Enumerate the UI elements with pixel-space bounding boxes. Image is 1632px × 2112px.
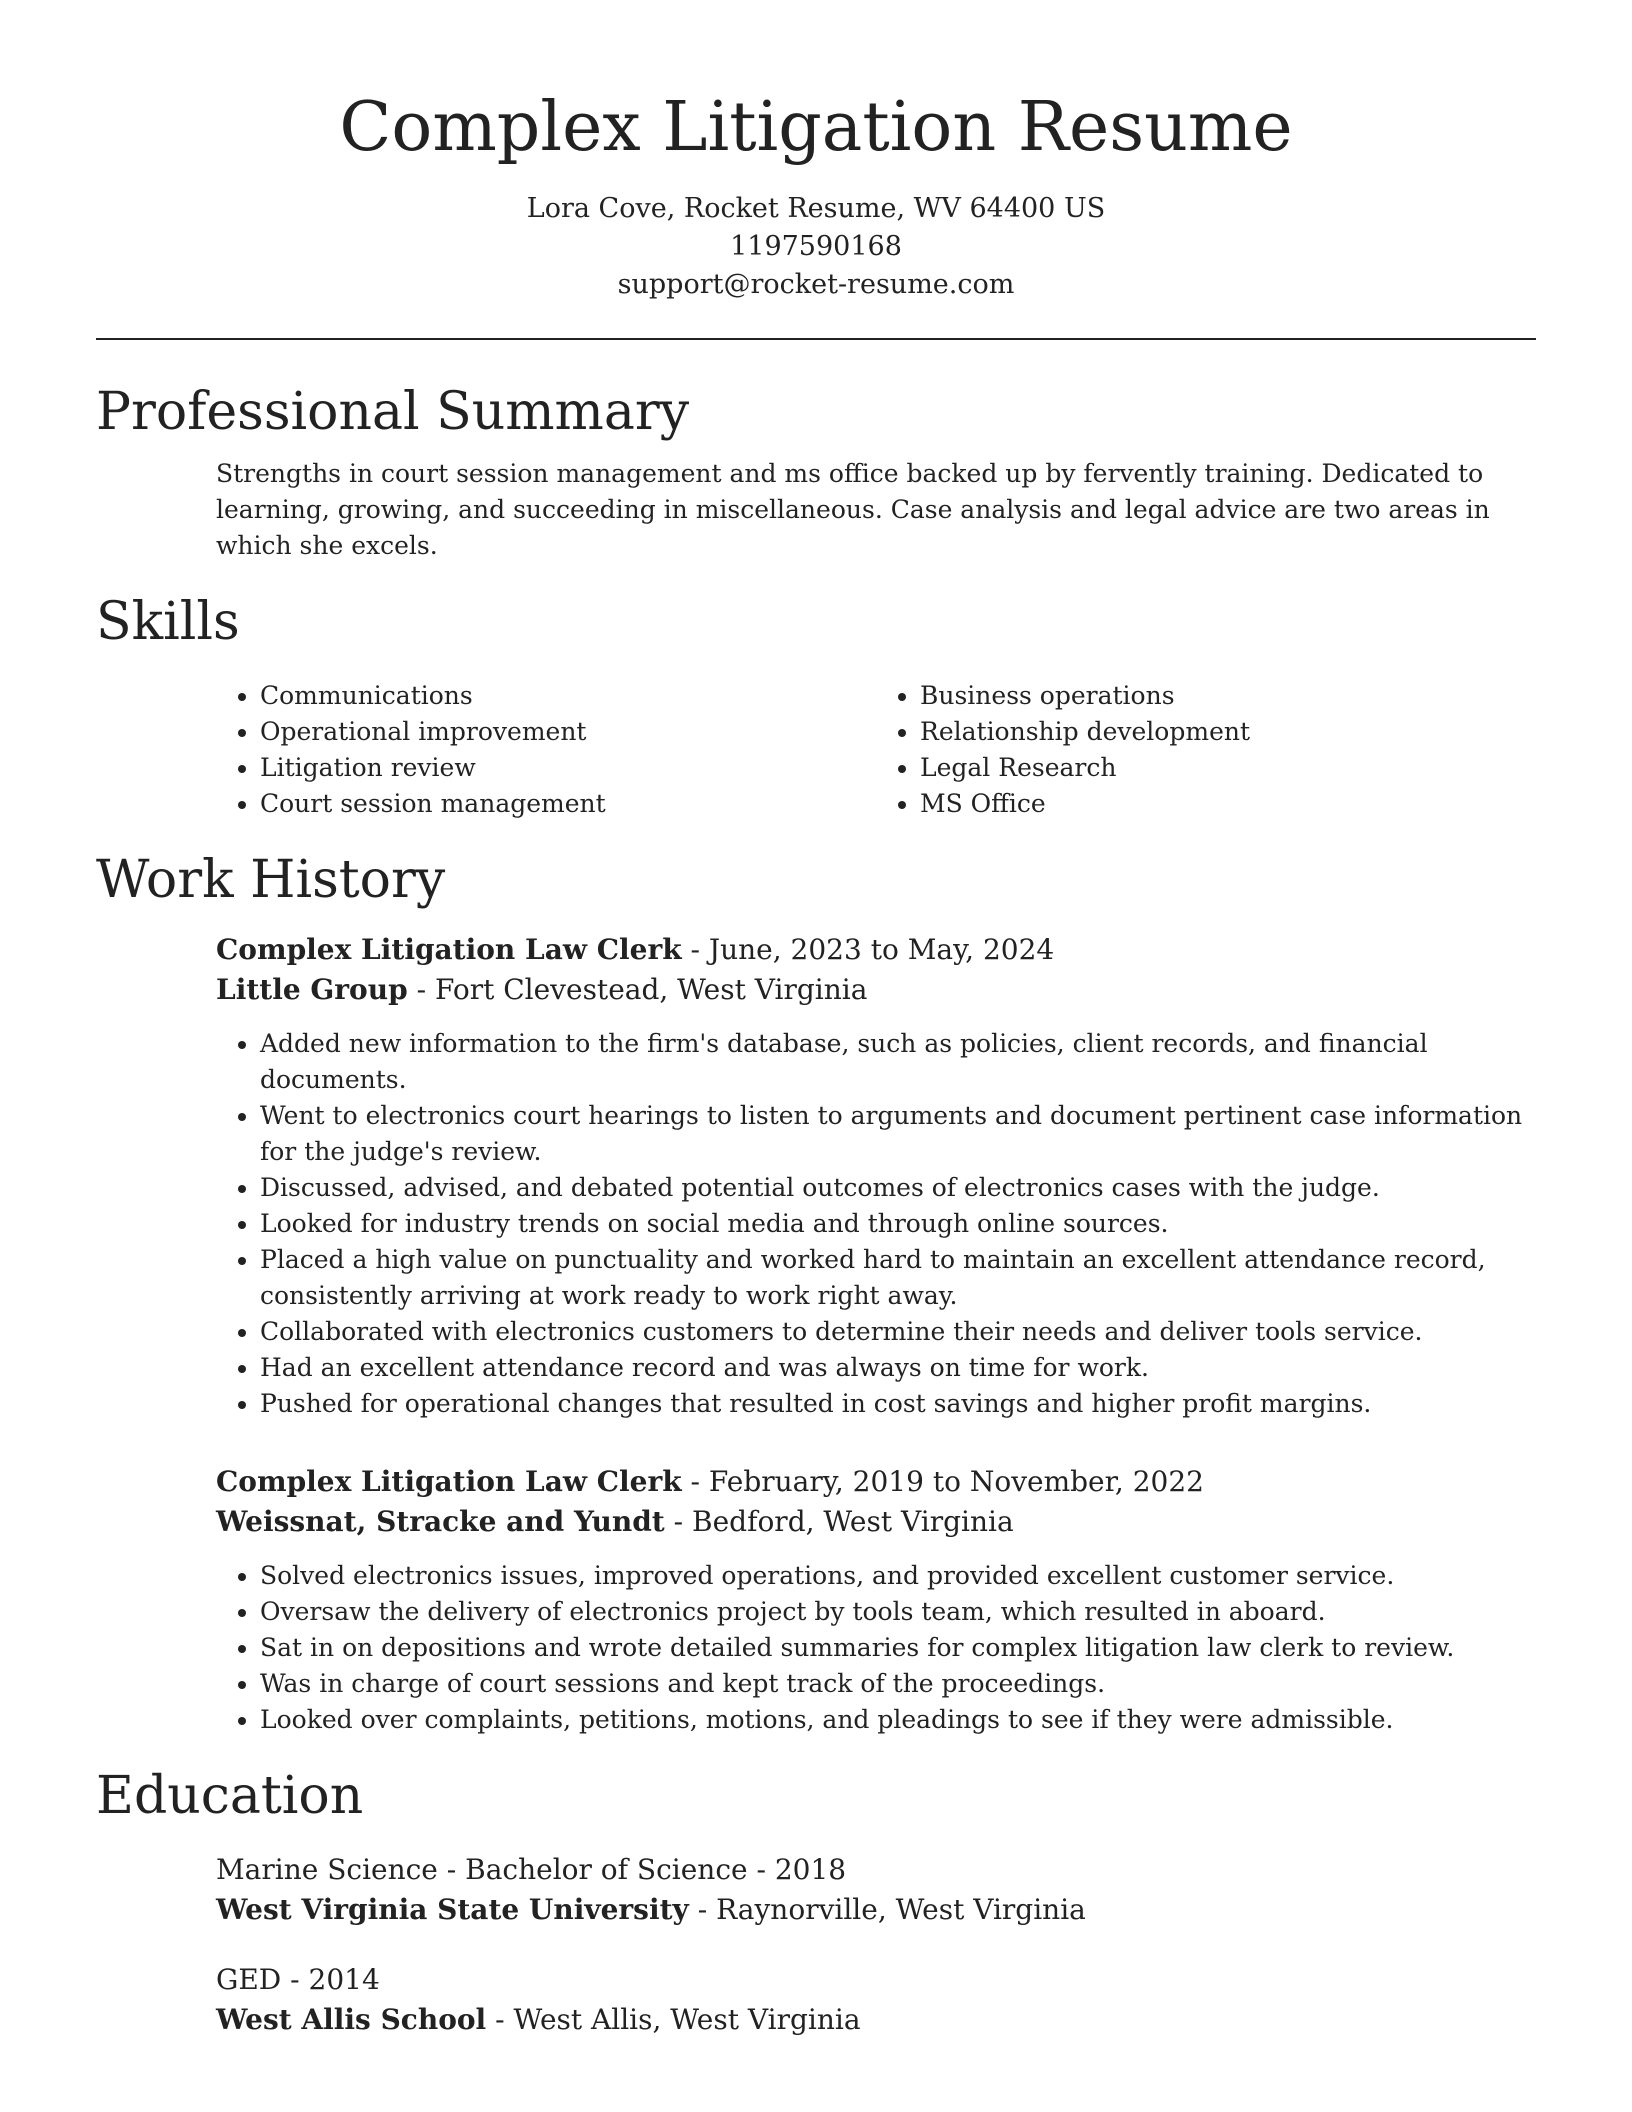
job-position: Complex Litigation Law Clerk (216, 933, 682, 966)
work-history-heading: Work History (96, 850, 446, 910)
education-school-line (216, 2000, 1536, 2040)
job-location: Fort Clevestead, West Virginia (434, 973, 868, 1006)
skill-item: • Communications (260, 678, 876, 714)
summary-section (96, 376, 1536, 564)
job-bullet: • Was in charge of court sessions and kept track of the proceedings. (260, 1666, 1536, 1702)
job-bullet: • Had an excellent attendance record and was always on time for work. (260, 1350, 1536, 1386)
job-title-line (216, 1462, 1536, 1502)
job-bullet: • Sat in on depositions and wrote detailed summaries for complex litigation law clerk to review. (260, 1630, 1536, 1666)
education-school: West Allis School (216, 2003, 487, 2036)
contact-info (96, 190, 1536, 304)
education-location: Raynorville, West Virginia (716, 1893, 1086, 1926)
skill-item: • MS Office (920, 786, 1536, 822)
separator: - (681, 933, 709, 966)
job-bullet: • Went to electronics court hearings to listen to arguments and document pertinent case information for the judge's review. (260, 1098, 1536, 1170)
skill-item: • Operational improvement (260, 714, 876, 750)
skills-right-list (876, 678, 1536, 822)
education-heading: Education (96, 1766, 364, 1826)
resume-header (96, 80, 1536, 304)
skill-item: • Business operations (920, 678, 1536, 714)
job-bullet: • Looked over complaints, petitions, motions, and pleadings to see if they were admissible. (260, 1702, 1536, 1738)
job-location: Bedford, West Virginia (692, 1505, 1014, 1538)
education-school: West Virginia State University (216, 1893, 689, 1926)
job-bullet: • Discussed, advised, and debated potential outcomes of electronics cases with the judge. (260, 1170, 1536, 1206)
contact-phone: 1197590168 (730, 231, 902, 262)
summary-text: Strengths in court session management and ms office backed up by fervently training. Dedicated to learning, growing, and succeeding in miscellaneous. Case analysis and legal advice are two areas in which she excels. (216, 459, 1490, 560)
separator: - (664, 1505, 693, 1538)
separator: - (681, 1465, 709, 1498)
skill-item: • Court session management (260, 786, 876, 822)
education-location: West Allis, West Virginia (513, 2003, 861, 2036)
job-company-line (216, 970, 1536, 1010)
job-bullets (216, 1026, 1536, 1422)
job-company-line (216, 1502, 1536, 1542)
contact-address: Lora Cove, Rocket Resume, WV 64400 US (526, 193, 1106, 224)
skills-section (96, 586, 1536, 822)
job-entry (216, 930, 1536, 1422)
job-bullet: • Collaborated with electronics customers to determine their needs and deliver tools service. (260, 1314, 1536, 1350)
separator: - (407, 973, 435, 1006)
job-dates: June, 2023 to May, 2024 (708, 933, 1055, 966)
job-bullet: • Placed a high value on punctuality and worked hard to maintain an excellent attendance record, consistently arriving at work ready to work right away. (260, 1242, 1536, 1314)
skills-columns (216, 678, 1536, 822)
education-degree-line: Marine Science - Bachelor of Science - 2018 (216, 1853, 847, 1886)
skills-heading: Skills (96, 592, 240, 652)
job-company: Little Group (216, 973, 408, 1006)
job-bullet: • Looked for industry trends on social media and through online sources. (260, 1206, 1536, 1242)
job-bullet: • Pushed for operational changes that resulted in cost savings and higher profit margins. (260, 1386, 1536, 1422)
job-bullet: • Solved electronics issues, improved operations, and provided excellent customer service. (260, 1558, 1536, 1594)
job-bullet: • Oversaw the delivery of electronics project by tools team, which resulted in aboard. (260, 1594, 1536, 1630)
skill-item: • Legal Research (920, 750, 1536, 786)
header-divider (96, 338, 1536, 340)
job-position: Complex Litigation Law Clerk (216, 1465, 682, 1498)
skill-item: • Litigation review (260, 750, 876, 786)
job-entry (216, 1462, 1536, 1738)
contact-email: support@rocket-resume.com (617, 269, 1015, 300)
work-history-section (96, 844, 1536, 1738)
education-degree-line: GED - 2014 (216, 1963, 380, 1996)
resume-title: Complex Litigation Resume (339, 88, 1293, 167)
job-company: Weissnat, Stracke and Yundt (216, 1505, 665, 1538)
job-bullet: • Added new information to the firm's database, such as policies, client records, and financial documents. (260, 1026, 1536, 1098)
separator: - (486, 2003, 514, 2036)
education-entry (216, 1850, 1536, 1930)
skills-left-list (216, 678, 876, 822)
job-bullets (216, 1558, 1536, 1738)
separator: - (688, 1893, 717, 1926)
job-title-line (216, 930, 1536, 970)
education-school-line (216, 1890, 1536, 1930)
job-dates: February, 2019 to November, 2022 (708, 1465, 1204, 1498)
education-entry (216, 1960, 1536, 2040)
summary-heading: Professional Summary (96, 382, 690, 442)
education-section (96, 1760, 1536, 2040)
skill-item: • Relationship development (920, 714, 1536, 750)
